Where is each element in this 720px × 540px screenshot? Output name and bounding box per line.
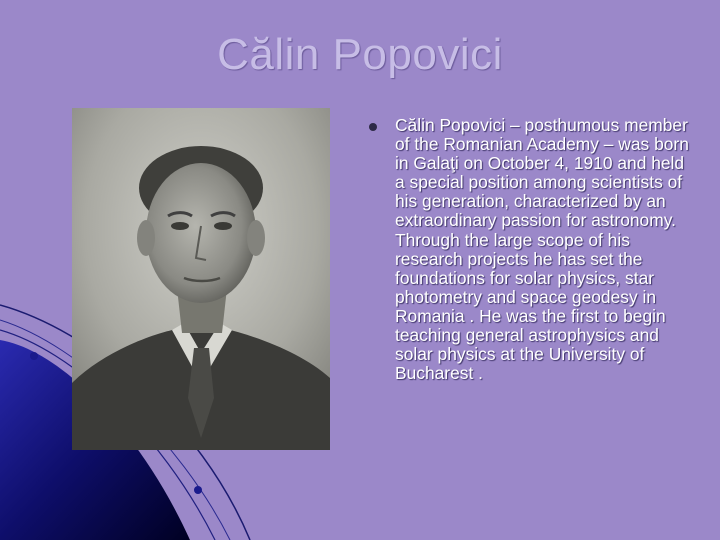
decor-dot <box>194 486 202 494</box>
slide-title: Călin Popovici <box>217 30 503 79</box>
portrait-photo <box>72 108 330 450</box>
decor-dot <box>30 352 38 360</box>
bullet-icon <box>369 123 377 131</box>
bullet-text: Călin Popovici – posthumous member of the Romanian Academy – was born in Galaţi on October 4, 1910 and held a special position among scientists of his generation, characterized by an extraordinary passion for astronomy. Through the large scope of his research projects he has set the foundations for solar physics, star photometry and space geodesy in Romania . He was the first to begin teaching general astrophysics and solar physics at the University of Bucharest . <box>395 115 689 384</box>
